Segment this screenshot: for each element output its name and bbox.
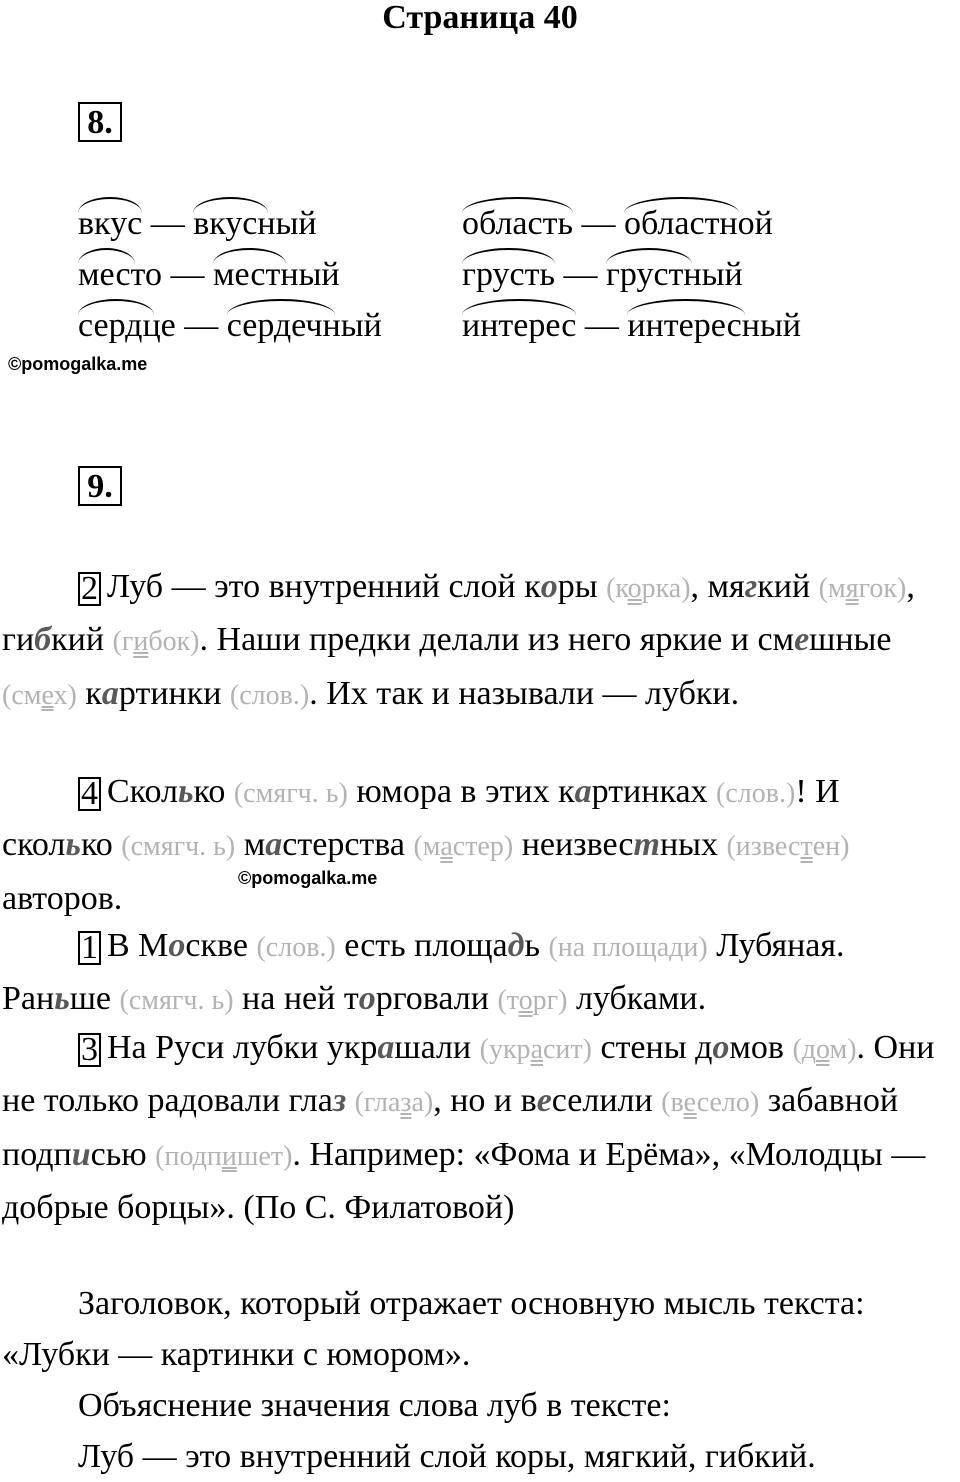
title-answer: Заголовок, который отражает основную мысль текста: «Лубки — картинки с юмором». bbox=[2, 1285, 865, 1374]
check-word-hint: (известен) bbox=[726, 831, 850, 863]
check-word-hint: (глаза) bbox=[354, 1087, 434, 1119]
check-word-hint: (торг) bbox=[497, 985, 568, 1017]
word-interesnyi: интересный bbox=[627, 301, 801, 351]
check-word-hint: (на площади) bbox=[548, 932, 708, 963]
check-word-hint: (дом) bbox=[792, 1034, 857, 1065]
task-8-row-3-left: сердце — сердечный bbox=[78, 301, 382, 351]
check-word-hint: (украсит) bbox=[479, 1034, 592, 1065]
task-8-row-3-right: интерес — интересный bbox=[462, 301, 801, 351]
word-vkusnyi: вкусный bbox=[193, 199, 316, 249]
paragraph-order-number: 2 bbox=[78, 572, 101, 606]
word-mestnyi: местный bbox=[213, 250, 340, 300]
paragraph-4: 3 На Руси лубки украшали (украсит) стены домов (дом). Они не только радовали глаз (глаза), но и веселили (весело) забавной подписью (подпишет). Например: «Фома и Ерёма», «Молодцы — добрые борцы». (По С. Филатовой) bbox=[2, 1029, 935, 1226]
task-8-row-2-left: место — местный bbox=[78, 250, 340, 300]
task-8-row-1-right: область — областной bbox=[462, 199, 773, 249]
check-word-hint: (мастер) bbox=[413, 831, 514, 863]
paragraph-2: 4 Сколько (смягч. ь) юмора в этих картинках (слов.)! И сколько (смягч. ь) мастерства (мастер) неизвестных (известен) авторов. bbox=[2, 773, 850, 917]
word-vkus: вкус bbox=[78, 199, 142, 249]
check-word-hint: (корка) bbox=[606, 573, 691, 604]
check-word-hint: (весело) bbox=[661, 1087, 760, 1119]
explanation-heading: Объяснение значения слова луб в тексте: bbox=[78, 1387, 671, 1424]
word-grust: грусть bbox=[462, 250, 555, 300]
rule-hint: (смягч. ь) bbox=[119, 985, 234, 1017]
rule-hint: (смягч. ь) bbox=[121, 831, 236, 863]
task-8-row-1-left: вкус — вкусный bbox=[78, 199, 317, 249]
watermark: ©pomogalka.me bbox=[8, 354, 148, 374]
dictionary-word-hint: (слов.) bbox=[229, 679, 310, 711]
paragraph-order-number: 1 bbox=[78, 931, 101, 965]
dictionary-word-hint: (слов.) bbox=[256, 932, 336, 963]
check-word-hint: (гибок) bbox=[112, 626, 200, 658]
word-mesto: место bbox=[78, 250, 162, 300]
task-9-number: 9. bbox=[78, 466, 122, 506]
paragraph-order-number: 3 bbox=[78, 1033, 101, 1067]
paragraph-1: 2 Луб — это внутренний слой коры (корка), мягкий (мягок), гибкий (гибок). Наши предки делали из него яркие и смешные (смех) картинки (слов.). Их так и называли — лубки. bbox=[2, 568, 915, 712]
watermark-inline: ©pomogalka.me bbox=[238, 868, 378, 888]
check-word-hint: (смех) bbox=[2, 679, 77, 711]
rule-hint: (смягч. ь) bbox=[233, 778, 348, 809]
task-8-row-2-right: грусть — грустный bbox=[462, 250, 743, 300]
word-interes: интерес bbox=[462, 301, 576, 351]
task-8-number: 8. bbox=[78, 102, 122, 142]
word-grustnyi: грустный bbox=[606, 250, 743, 300]
check-word-hint: (подпишет) bbox=[155, 1140, 293, 1172]
dictionary-word-hint: (слов.) bbox=[716, 778, 796, 809]
word-serdechnyi: сердечный bbox=[227, 301, 382, 351]
check-word-hint: (мягок) bbox=[818, 573, 907, 604]
word-serdtse: сердце bbox=[78, 301, 176, 351]
page-title: Страница 40 bbox=[382, 0, 578, 36]
explanation-text: Луб — это внутренний слой коры, мягкий, гибкий. bbox=[78, 1438, 816, 1475]
word-oblast: область bbox=[462, 199, 573, 249]
paragraph-3: 1 В Москве (слов.) есть площадь (на площади) Лубяная. Раньше (смягч. ь) на ней торговали (торг) лубками. bbox=[2, 927, 845, 1018]
paragraph-order-number: 4 bbox=[78, 777, 101, 811]
word-oblastnoi: областной bbox=[624, 199, 773, 249]
